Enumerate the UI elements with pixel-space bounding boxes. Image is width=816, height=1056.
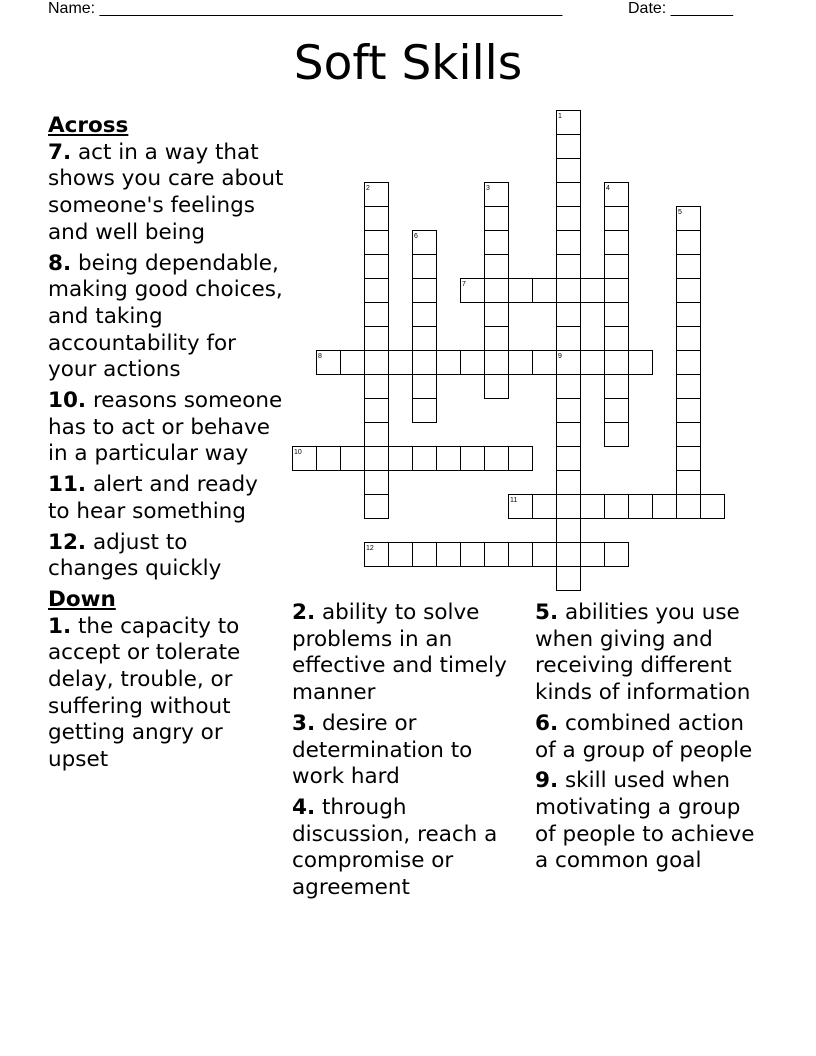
grid-cell[interactable]	[365, 447, 389, 471]
grid-cell[interactable]	[677, 279, 701, 303]
grid-cell[interactable]	[557, 207, 581, 231]
grid-cell[interactable]	[581, 495, 605, 519]
grid-cell[interactable]	[341, 351, 365, 375]
grid-cell[interactable]	[365, 255, 389, 279]
clue-text: abilities you use when giving and receiving different kinds of information	[535, 600, 751, 706]
grid-cell[interactable]	[605, 327, 629, 351]
grid-cell[interactable]	[629, 351, 653, 375]
grid-cell[interactable]	[557, 255, 581, 279]
down-clue	[535, 711, 767, 764]
across-clue	[48, 140, 284, 247]
grid-cell-number: 11	[510, 497, 518, 504]
grid-cell[interactable]	[677, 399, 701, 423]
clue-number: 11.	[48, 472, 87, 498]
across-clue	[48, 530, 284, 583]
down-clue	[535, 768, 767, 875]
grid-cell[interactable]	[557, 567, 581, 591]
grid-cell[interactable]	[365, 207, 389, 231]
grid-cell[interactable]	[581, 543, 605, 567]
grid-cell[interactable]	[605, 303, 629, 327]
across-clue	[48, 251, 284, 385]
grid-cell[interactable]	[557, 135, 581, 159]
date-field-label: Date: _______	[628, 0, 733, 17]
down-clue	[292, 795, 524, 902]
grid-cell[interactable]	[365, 231, 389, 255]
grid-cell[interactable]	[485, 207, 509, 231]
grid-cell[interactable]	[533, 495, 557, 519]
grid-cell[interactable]	[461, 351, 485, 375]
grid-cell[interactable]	[485, 231, 509, 255]
grid-cell[interactable]	[557, 447, 581, 471]
grid-cell[interactable]	[605, 375, 629, 399]
clue-number: 10.	[48, 388, 87, 414]
clues-middle-column	[292, 600, 524, 906]
grid-cell[interactable]	[389, 543, 413, 567]
grid-cell[interactable]	[557, 471, 581, 495]
grid-cell[interactable]	[605, 495, 629, 519]
grid-cell[interactable]	[365, 375, 389, 399]
grid-cell[interactable]	[557, 423, 581, 447]
down-clue	[292, 600, 524, 707]
grid-cell[interactable]	[653, 495, 677, 519]
grid-cell[interactable]	[365, 303, 389, 327]
grid-cell[interactable]	[533, 351, 557, 375]
grid-cell[interactable]	[581, 351, 605, 375]
grid-cell[interactable]	[413, 399, 437, 423]
clue-number: 12.	[48, 529, 87, 555]
grid-cell[interactable]	[365, 495, 389, 519]
grid-cell[interactable]	[677, 375, 701, 399]
grid-cell-number: 8	[318, 353, 322, 360]
grid-cell[interactable]	[605, 423, 629, 447]
grid-cell[interactable]	[629, 495, 653, 519]
grid-cell[interactable]	[605, 399, 629, 423]
grid-cell-number: 5	[678, 209, 682, 216]
grid-cell[interactable]	[461, 543, 485, 567]
grid-cell[interactable]	[509, 447, 533, 471]
clue-number: 3.	[292, 710, 316, 736]
grid-cell[interactable]	[365, 399, 389, 423]
page-title: Soft Skills	[293, 36, 523, 91]
grid-cell[interactable]	[533, 543, 557, 567]
clue-number: 2.	[292, 600, 316, 625]
grid-cell[interactable]	[557, 327, 581, 351]
clue-number: 5.	[535, 600, 559, 625]
grid-cell[interactable]	[677, 255, 701, 279]
grid-cell[interactable]	[365, 327, 389, 351]
grid-cell[interactable]	[365, 423, 389, 447]
grid-cell[interactable]	[557, 495, 581, 519]
grid-cell[interactable]	[509, 351, 533, 375]
grid-cell-number: 10	[294, 449, 302, 456]
clues-right-column	[535, 600, 767, 879]
grid-cell[interactable]	[365, 279, 389, 303]
grid-cell[interactable]	[413, 351, 437, 375]
clue-text: ability to solve problems in an effective and timely manner	[292, 600, 507, 706]
clue-number: 9.	[535, 768, 559, 794]
grid-cell[interactable]	[509, 279, 533, 303]
grid-cell[interactable]	[677, 447, 701, 471]
grid-cell[interactable]	[677, 423, 701, 447]
clue-text: desire or determination to work hard	[292, 710, 473, 790]
grid-cell-number: 12	[366, 545, 374, 552]
grid-cell[interactable]	[677, 231, 701, 255]
across-clue	[48, 388, 284, 468]
grid-cell[interactable]	[365, 351, 389, 375]
across-clue	[48, 472, 284, 525]
clue-text: skill used when motivating a group of people to achieve a common goal	[535, 768, 755, 874]
grid-cell[interactable]	[677, 471, 701, 495]
grid-cell[interactable]	[485, 279, 509, 303]
grid-cell[interactable]	[389, 447, 413, 471]
grid-cell[interactable]	[557, 231, 581, 255]
grid-cell[interactable]	[413, 327, 437, 351]
clue-text: act in a way that shows you care about someone's feelings and well being	[48, 139, 284, 245]
grid-cell[interactable]	[461, 447, 485, 471]
down-clue	[48, 614, 284, 774]
clue-text: adjust to changes quickly	[48, 529, 222, 582]
grid-cell[interactable]	[677, 327, 701, 351]
grid-cell[interactable]	[557, 399, 581, 423]
grid-cell[interactable]	[533, 279, 557, 303]
grid-cell-number: 3	[486, 185, 490, 192]
clue-number: 4.	[292, 794, 316, 820]
grid-cell[interactable]	[605, 279, 629, 303]
grid-cell[interactable]	[605, 231, 629, 255]
grid-cell[interactable]	[413, 375, 437, 399]
grid-cell[interactable]	[581, 279, 605, 303]
grid-cell[interactable]	[389, 351, 413, 375]
grid-cell[interactable]	[485, 327, 509, 351]
grid-cell[interactable]	[485, 303, 509, 327]
grid-cell[interactable]	[485, 351, 509, 375]
grid-cell[interactable]	[485, 447, 509, 471]
grid-cell[interactable]	[413, 447, 437, 471]
grid-cell[interactable]	[557, 543, 581, 567]
grid-cell-number: 1	[558, 113, 562, 120]
grid-cell[interactable]	[413, 279, 437, 303]
clue-text: being dependable, making good choices, and taking accountability for your actions	[48, 250, 283, 383]
down-clue	[292, 711, 524, 791]
grid-cell[interactable]	[605, 543, 629, 567]
clue-number: 8.	[48, 250, 72, 276]
grid-cell[interactable]	[557, 375, 581, 399]
down-clue	[535, 600, 767, 707]
clue-text: alert and ready to hear something	[48, 472, 258, 524]
down-heading: Down	[48, 586, 116, 612]
name-field-label: Name: ____________________________________________________	[48, 0, 563, 17]
clue-text: the capacity to accept or tolerate delay, trouble, or suffering without getting angry or upset	[48, 613, 241, 773]
clue-text: through discussion, reach a compromise or agreement	[292, 794, 498, 901]
grid-cell-number: 2	[366, 185, 370, 192]
clue-text: combined action of a group of people	[535, 710, 753, 763]
grid-cell[interactable]	[485, 375, 509, 399]
clue-number: 1.	[48, 613, 72, 639]
grid-cell[interactable]	[437, 351, 461, 375]
clue-text: reasons someone has to act or behave in a particular way	[48, 388, 283, 467]
clues-left-column	[48, 113, 284, 778]
grid-cell[interactable]	[437, 447, 461, 471]
grid-cell[interactable]	[509, 543, 533, 567]
grid-cell[interactable]	[701, 495, 725, 519]
grid-cell-number: 9	[558, 353, 562, 360]
clue-number: 7.	[48, 139, 72, 165]
grid-cell[interactable]	[557, 519, 581, 543]
grid-cell[interactable]	[557, 159, 581, 183]
grid-cell[interactable]	[677, 495, 701, 519]
grid-cell[interactable]	[413, 543, 437, 567]
grid-cell[interactable]	[413, 255, 437, 279]
grid-cell[interactable]	[437, 543, 461, 567]
across-heading: Across	[48, 113, 129, 138]
grid-cell[interactable]	[413, 303, 437, 327]
grid-cell-number: 6	[414, 233, 418, 240]
clue-number: 6.	[535, 710, 559, 736]
grid-cell[interactable]	[557, 279, 581, 303]
grid-cell[interactable]	[605, 351, 629, 375]
grid-cell[interactable]	[485, 255, 509, 279]
grid-cell[interactable]	[317, 447, 341, 471]
grid-cell[interactable]	[677, 351, 701, 375]
grid-cell-number: 7	[462, 281, 466, 288]
grid-cell[interactable]	[557, 303, 581, 327]
grid-cell[interactable]	[605, 255, 629, 279]
grid-cell[interactable]	[365, 471, 389, 495]
grid-cell[interactable]	[677, 303, 701, 327]
grid-cell[interactable]	[557, 183, 581, 207]
grid-cell[interactable]	[341, 447, 365, 471]
grid-cell-number: 4	[606, 185, 610, 192]
grid-cell[interactable]	[605, 207, 629, 231]
grid-cell[interactable]	[485, 543, 509, 567]
